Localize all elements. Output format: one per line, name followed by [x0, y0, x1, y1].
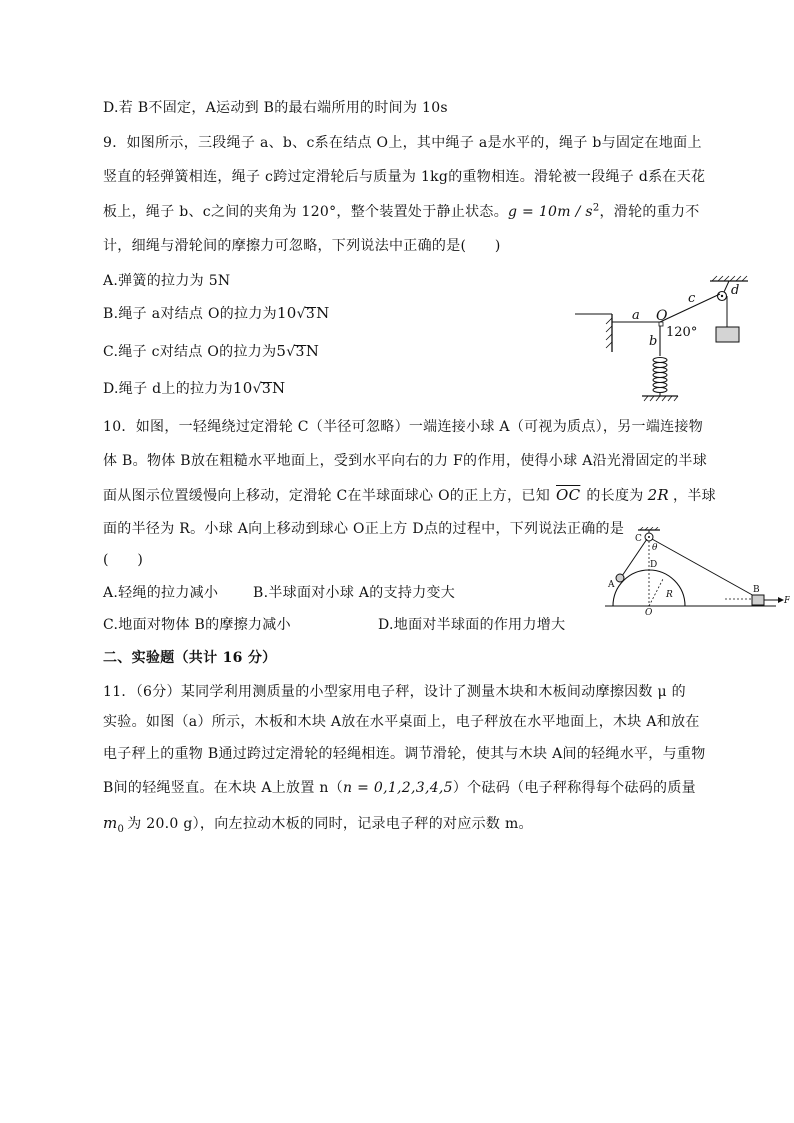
q10-fig-label-F: F: [784, 596, 790, 606]
q11-stem-line-5: [103, 813, 533, 835]
q10-stem-line-1: 10．如图，一轻绳绕过定滑轮 C（半径可忽略）一端连接小球 A（可视为质点），另一端连接物: [103, 419, 704, 435]
q10-fig-label-C: C: [635, 534, 642, 544]
q11-stem-line-2: 实验。如图（a）所示，木板和木块 A放在水平桌面上，电子秤放在水平地面上，木块 A和放在: [103, 714, 700, 730]
q9-stem-3b: ，滑轮的重力不: [599, 204, 700, 220]
q11-stem-4a: B间的轻绳竖直。在木块 A上放置 n（: [103, 780, 344, 796]
q9-fig-label-d: d: [731, 283, 740, 298]
q10-fig-label-theta: θ: [652, 543, 658, 553]
q10-stem-3b: 的长度为: [586, 488, 644, 504]
q9-option-d-radical: √3: [252, 381, 272, 397]
q9-option-c-radical: √3: [286, 344, 305, 360]
q10-fig-label-D: D: [650, 560, 658, 570]
q10-option-d: D.地面对半球面的作用力增大: [378, 617, 566, 633]
q9-option-b-unit: N: [316, 304, 330, 322]
q9-option-b-radical: √3: [296, 306, 316, 322]
q10-stem-3c: ，半球: [673, 488, 716, 504]
q10-segment-oc: $\overline{OC}$: [556, 486, 581, 504]
q11-m0-subscript: 0: [117, 823, 125, 835]
q10-stem-line-2: 体 B。物体 B放在粗糙水平地面上，受到水平向右的力 F的作用，使得小球 A沿光滑固定的半球: [103, 453, 707, 469]
q10-option-c: C.地面对物体 B的摩擦力减小: [103, 617, 291, 633]
q9-option-a: A.弹簧的拉力为 5N: [103, 273, 231, 289]
q10-stem-3a: 面从图示位置缓慢向上移动，定滑轮 C在半球面球心 O的正上方，已知: [103, 488, 550, 504]
q9-option-b-root: 3: [305, 306, 316, 322]
q10-fig-label-A: A: [608, 580, 615, 590]
q9-option-b-text: B.绳子 a对结点 O的拉力为: [103, 306, 277, 322]
q11-stem-line-4: [103, 777, 696, 797]
q9-stem-line-2: 竖直的轻弹簧相连，绳子 c跨过定滑轮后与质量为 1kg的重物相连。滑轮被一段绳子 d系在天花: [103, 169, 706, 185]
q9-option-c: [103, 341, 319, 361]
q11-n-values: n = 0,1,2,3,4,5: [343, 780, 453, 796]
q9-fig-label-b: b: [649, 334, 658, 349]
q10-length-2r: 2R: [647, 486, 670, 504]
q10-option-a: A.轻绳的拉力减小: [103, 585, 219, 601]
q9-option-d-unit: N: [272, 379, 286, 397]
q9-option-d-root: 3: [261, 381, 272, 397]
q9-stem-line-4: 计，细绳与滑轮间的摩擦力可忽略，下列说法中正确的是( ): [103, 238, 501, 254]
q9-figure: [572, 274, 762, 404]
q11-stem-4b: ）个砝码（电子秤称得每个砝码的质量: [452, 780, 696, 796]
q9-stem-line-1: 9．如图所示，三段绳子 a、b、c系在结点 O上，其中绳子 a是水平的，绳子 b与固定在地面上: [103, 135, 702, 151]
q10-fig-label-B: B: [753, 585, 760, 595]
q9-fig-label-O: O: [656, 308, 668, 324]
q9-option-b-coef: 10: [276, 304, 297, 322]
q9-option-c-text: C.绳子 c对结点 O的拉力为: [103, 344, 277, 360]
q9-stem-3a: 板上，绳子 b、c之间的夹角为 120°，整个装置处于静止状态。: [103, 204, 509, 220]
q11-stem-5b: 为 20.0 g），向左拉动木板的同时，记录电子秤的对应示数 m。: [127, 816, 533, 832]
q8-option-d: D.若 B不固定，A运动到 B的最右端所用的时间为 10s: [103, 100, 448, 116]
section-2-title: 二、实验题（共计 16 分）: [103, 650, 277, 666]
q9-stem-line-3: [103, 201, 700, 221]
q11-stem-line-1: 11．（6分）某同学利用测质量的小型家用电子秤，设计了测量木块和木板间动摩擦因数 μ 的: [103, 684, 686, 700]
q9-option-c-root: 3: [295, 344, 305, 360]
q10-fig-label-O: O: [645, 608, 653, 618]
q9-option-d-coef: 10: [232, 379, 253, 397]
q9-fig-label-angle: 120°: [666, 325, 698, 340]
q9-option-b: [103, 303, 330, 323]
q9-fig-label-c: c: [688, 291, 696, 306]
q11-stem-line-3: 电子秤上的重物 B通过跨过定滑轮的轻绳相连。调节滑轮，使其与木块 A间的轻绳水平，与重物: [103, 746, 706, 762]
q9-option-d: [103, 378, 285, 398]
q9-fig-label-a: a: [632, 308, 640, 323]
q9-gravity-formula: g = 10m / s: [508, 204, 593, 220]
q9-option-c-coef: 5: [276, 342, 287, 360]
q9-gravity-exponent: 2: [592, 202, 600, 214]
q10-figure: [600, 527, 790, 619]
q9-option-d-text: D.绳子 d上的拉力为: [103, 381, 233, 397]
q10-stem-line-4: 面的半径为 R。小球 A向上移动到球心 O正上方 D点的过程中，下列说法正确的是: [103, 521, 625, 537]
q10-stem-line-5: ( ): [103, 552, 144, 568]
q10-option-b: B.半球面对小球 A的支持力变大: [253, 585, 456, 601]
q10-stem-line-3: [103, 485, 716, 505]
q9-option-c-unit: N: [305, 342, 320, 360]
q10-fig-label-R: R: [666, 590, 673, 600]
q11-m0-symbol: m: [103, 814, 118, 832]
